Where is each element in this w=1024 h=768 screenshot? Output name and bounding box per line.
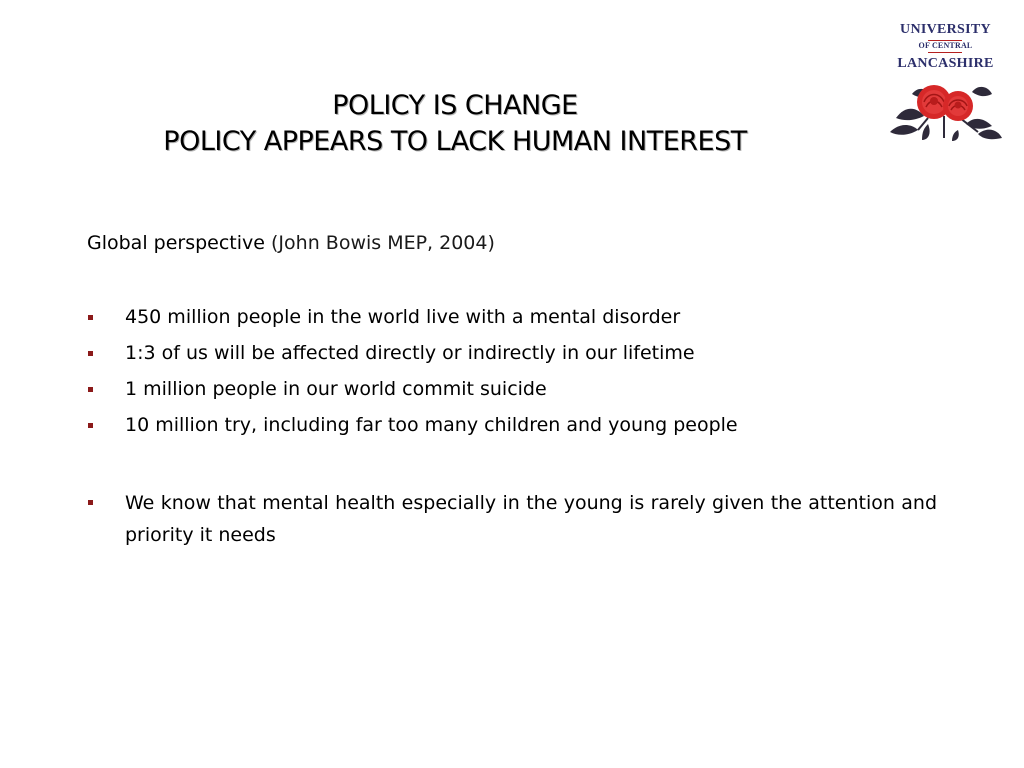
- subheading-label: Global perspective: [87, 232, 265, 254]
- logo-text-of-central: OF CENTRAL: [918, 41, 973, 50]
- bullet-square-icon: [88, 387, 93, 392]
- bullet-square-icon: [88, 351, 93, 356]
- logo-text-university: UNIVERSITY: [900, 22, 991, 37]
- logo-rule-bottom: [928, 52, 962, 53]
- subheading-source: (John Bowis MEP, 2004): [271, 232, 495, 254]
- title-line-2: POLICY APPEARS TO LACK HUMAN INTEREST: [163, 126, 747, 157]
- list-item-text: 10 million try, including far too many children and young people: [125, 414, 738, 436]
- list-item-text: 1:3 of us will be affected directly or indirectly in our lifetime: [125, 342, 695, 364]
- red-rose-icon: [888, 74, 1006, 142]
- bullet-square-icon: [88, 315, 93, 320]
- list-item: [87, 410, 937, 446]
- bullet-square-icon: [88, 500, 93, 505]
- list-item: [87, 302, 937, 338]
- subheading: [87, 228, 495, 258]
- title-line-1: POLICY IS CHANGE: [332, 90, 578, 121]
- logo-text-lancashire: LANCASHIRE: [897, 56, 994, 71]
- university-logo: [888, 20, 1008, 144]
- list-item-text: 450 million people in the world live with a mental disorder: [125, 306, 681, 328]
- closing-bullet: [87, 487, 937, 551]
- bullet-list: [87, 302, 937, 446]
- bullet-square-icon: [88, 423, 93, 428]
- list-item: [87, 374, 937, 410]
- list-item: [87, 338, 937, 374]
- closing-bullet-text: We know that mental health especially in the young is rarely given the attention and priority it needs: [125, 492, 937, 546]
- list-item-text: 1 million people in our world commit suicide: [125, 378, 547, 400]
- slide-title: [60, 88, 850, 160]
